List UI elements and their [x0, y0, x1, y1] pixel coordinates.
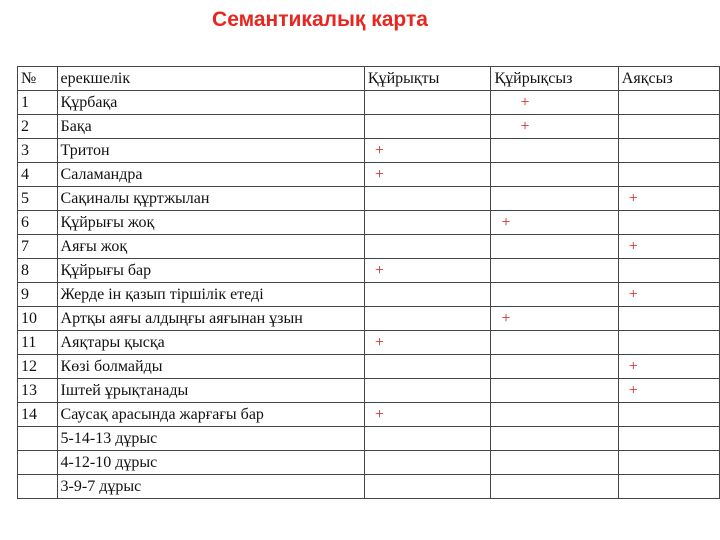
row-legless-mark: + [618, 379, 719, 403]
row-legless-mark [618, 403, 719, 427]
row-number: 7 [18, 235, 58, 259]
table-row [18, 259, 720, 283]
row-tailed-mark [364, 355, 491, 379]
header-tailless: Құйрықсыз [491, 67, 618, 91]
row-number: 8 [18, 259, 58, 283]
row-tailed-mark: + [364, 139, 491, 163]
row-tailless-mark [491, 475, 618, 499]
row-number: 13 [18, 379, 58, 403]
row-tailed-mark [364, 115, 491, 139]
row-tailed-mark [364, 307, 491, 331]
row-tailless-mark: + [491, 91, 618, 115]
row-tailless-mark [491, 283, 618, 307]
row-legless-mark: + [618, 283, 719, 307]
row-feature: Көзі болмайды [57, 355, 364, 379]
table-row [18, 331, 720, 355]
table-row [18, 115, 720, 139]
row-feature: 3-9-7 дұрыс [57, 475, 364, 499]
row-legless-mark [618, 475, 719, 499]
row-legless-mark [618, 259, 719, 283]
header-feature: ерекшелік [57, 67, 364, 91]
row-legless-mark [618, 331, 719, 355]
semantic-map-table [17, 66, 720, 499]
row-tailed-mark: + [364, 259, 491, 283]
row-tailed-mark [364, 211, 491, 235]
table-row [18, 379, 720, 403]
row-number: 3 [18, 139, 58, 163]
row-tailed-mark: + [364, 403, 491, 427]
row-feature: 4-12-10 дұрыс [57, 451, 364, 475]
row-feature: Саусақ арасында жарғағы бар [57, 403, 364, 427]
row-feature: Құрбақа [57, 91, 364, 115]
row-legless-mark: + [618, 235, 719, 259]
row-number: 14 [18, 403, 58, 427]
table-row [18, 451, 720, 475]
row-tailless-mark [491, 427, 618, 451]
row-feature: Құйрығы жоқ [57, 211, 364, 235]
row-number: 1 [18, 91, 58, 115]
row-feature: Сақиналы құртжылан [57, 187, 364, 211]
table-row [18, 139, 720, 163]
row-feature: Жерде ін қазып тіршілік етеді [57, 283, 364, 307]
row-tailless-mark [491, 163, 618, 187]
row-tailed-mark: + [364, 163, 491, 187]
row-feature: 5-14-13 дұрыс [57, 427, 364, 451]
row-feature: Саламандра [57, 163, 364, 187]
row-number: 6 [18, 211, 58, 235]
row-tailed-mark [364, 427, 491, 451]
table-row [18, 187, 720, 211]
row-tailless-mark [491, 331, 618, 355]
row-tailed-mark [364, 475, 491, 499]
table-row [18, 403, 720, 427]
row-number: 11 [18, 331, 58, 355]
row-feature: Құйрығы бар [57, 259, 364, 283]
row-legless-mark: + [618, 187, 719, 211]
row-tailless-mark [491, 355, 618, 379]
row-number [18, 475, 58, 499]
row-feature: Іштей ұрықтанады [57, 379, 364, 403]
row-number: 9 [18, 283, 58, 307]
row-tailed-mark [364, 91, 491, 115]
row-number: 2 [18, 115, 58, 139]
table-row [18, 211, 720, 235]
row-legless-mark [618, 115, 719, 139]
row-number [18, 427, 58, 451]
row-tailless-mark [491, 139, 618, 163]
table-body [18, 67, 720, 499]
row-tailed-mark [364, 235, 491, 259]
row-number: 5 [18, 187, 58, 211]
row-tailless-mark: + [491, 211, 618, 235]
row-tailless-mark: + [491, 307, 618, 331]
row-tailless-mark [491, 379, 618, 403]
table-row [18, 235, 720, 259]
row-tailed-mark [364, 283, 491, 307]
row-legless-mark [618, 139, 719, 163]
row-tailless-mark: + [491, 115, 618, 139]
row-legless-mark [618, 211, 719, 235]
header-tailed: Құйрықты [364, 67, 491, 91]
row-tailed-mark [364, 379, 491, 403]
header-legless: Аяқсыз [618, 67, 719, 91]
row-tailless-mark [491, 451, 618, 475]
header-number: № [18, 67, 58, 91]
row-legless-mark [618, 451, 719, 475]
table-row [18, 475, 720, 499]
row-legless-mark [618, 307, 719, 331]
row-number: 12 [18, 355, 58, 379]
table-row [18, 307, 720, 331]
row-tailless-mark [491, 235, 618, 259]
row-tailed-mark [364, 451, 491, 475]
row-legless-mark [618, 163, 719, 187]
header-row [18, 67, 720, 91]
table-row [18, 163, 720, 187]
table-row [18, 91, 720, 115]
row-number: 10 [18, 307, 58, 331]
row-feature: Аяғы жоқ [57, 235, 364, 259]
row-number [18, 451, 58, 475]
table-row [18, 283, 720, 307]
row-feature: Аяқтары қысқа [57, 331, 364, 355]
row-tailless-mark [491, 403, 618, 427]
row-tailless-mark [491, 187, 618, 211]
page-title: Семантикалық карта [212, 8, 428, 31]
row-number: 4 [18, 163, 58, 187]
table-row [18, 427, 720, 451]
row-feature: Тритон [57, 139, 364, 163]
row-tailless-mark [491, 259, 618, 283]
row-legless-mark [618, 427, 719, 451]
row-feature: Артқы аяғы алдыңғы аяғынан ұзын [57, 307, 364, 331]
row-tailed-mark [364, 187, 491, 211]
table-row [18, 355, 720, 379]
row-tailed-mark: + [364, 331, 491, 355]
row-legless-mark: + [618, 355, 719, 379]
row-feature: Бақа [57, 115, 364, 139]
row-legless-mark [618, 91, 719, 115]
